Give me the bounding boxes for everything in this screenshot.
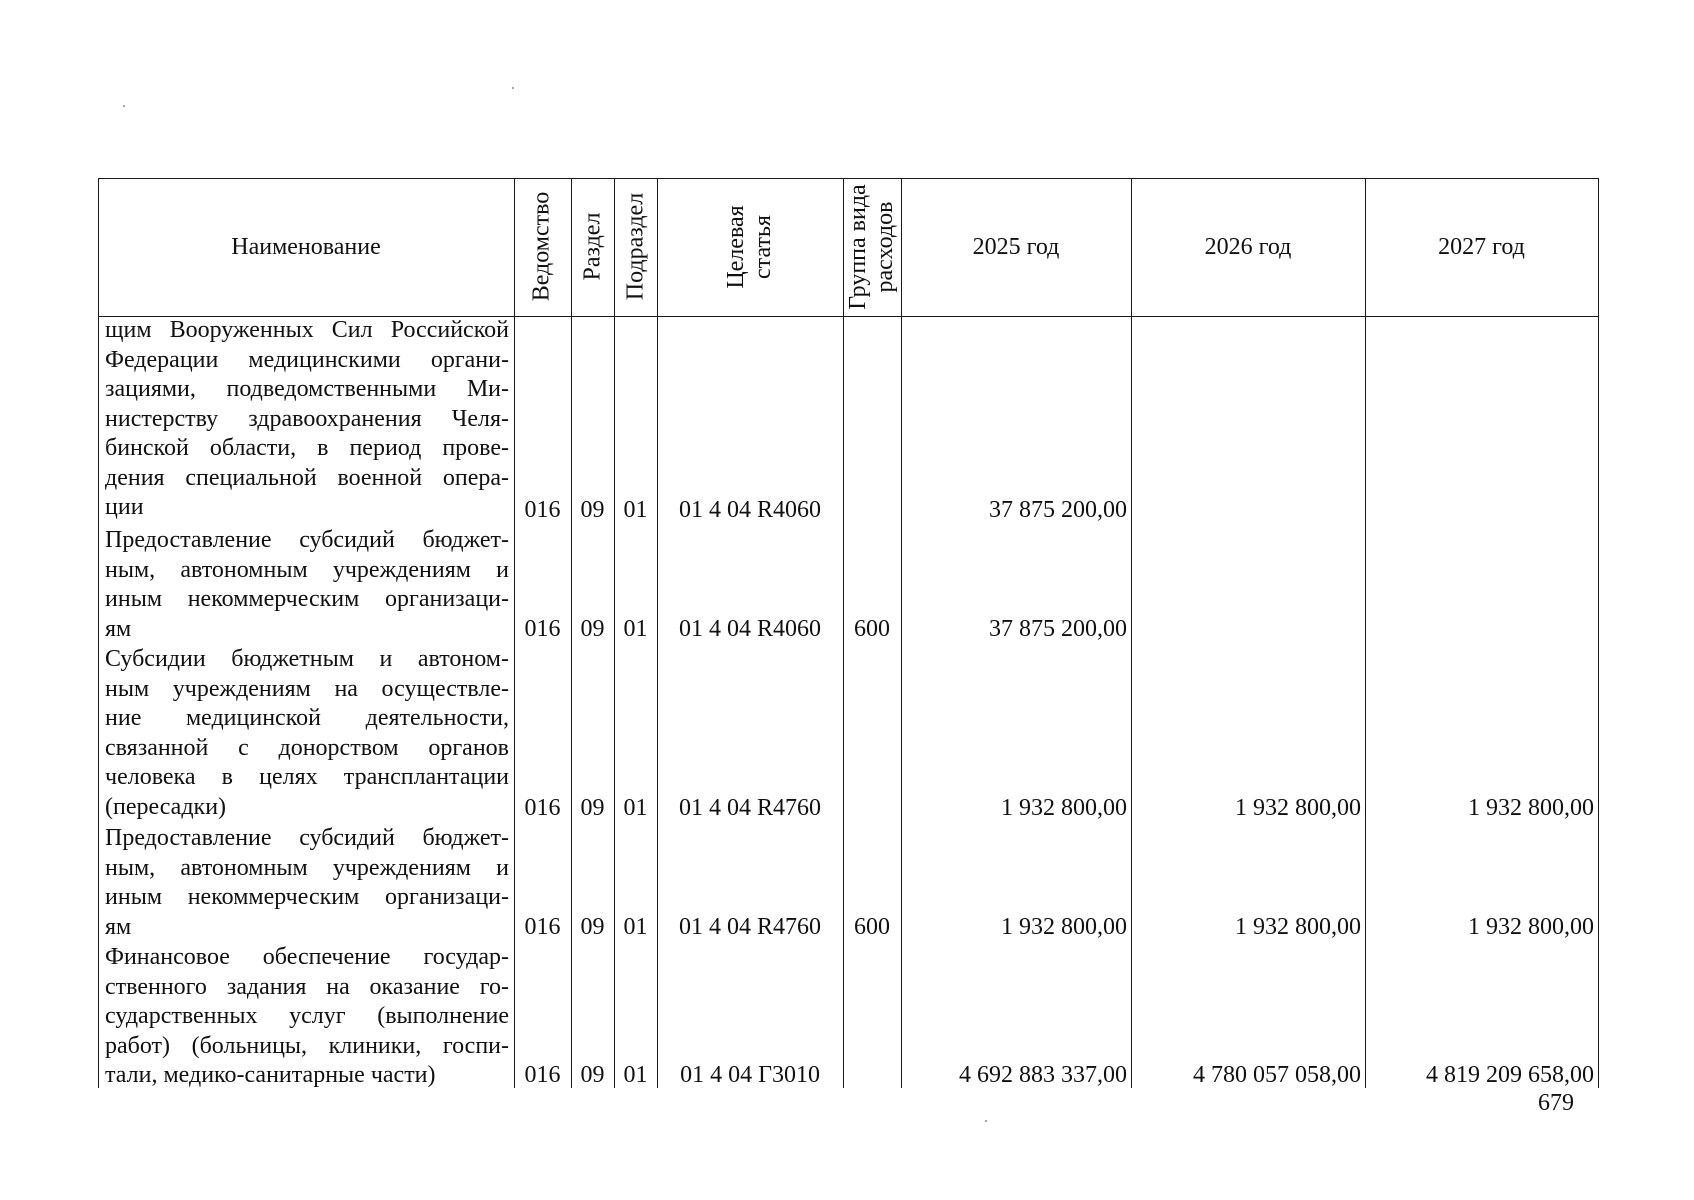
header-celevaya-line2: статья (750, 215, 776, 279)
column-divider (1598, 178, 1599, 1088)
cell-2026: 1 932 800,00 (1235, 795, 1361, 821)
cell-razdel: 09 (580, 1062, 605, 1088)
name-line: ции (105, 494, 144, 520)
name-line: ям (105, 913, 132, 940)
name-line: дения специальной военной опера- (105, 464, 509, 491)
cell-vedomstvo: 016 (524, 1062, 561, 1088)
scan-speck (512, 87, 514, 89)
name-line: ным, автономным учреждениям и (105, 556, 509, 583)
cell-2027: 4 819 209 658,00 (1426, 1062, 1594, 1088)
header-vedomstvo: Ведомство (528, 191, 555, 302)
cell-gruppa: 600 (854, 616, 890, 642)
name-line: связанной с донорством органов (105, 734, 509, 761)
header-2027: 2027 год (1438, 233, 1525, 260)
name-line: ственного задания на оказание го- (105, 973, 509, 1000)
cell-celevaya: 01 4 04 Г3010 (680, 1062, 820, 1088)
table-row-name (105, 943, 509, 1091)
cell-vedomstvo: 016 (524, 795, 561, 821)
name-line: Предоставление субсидий бюджет- (105, 527, 509, 553)
name-line: зациями, подведомственными Ми- (105, 376, 509, 402)
name-line: щим Вооруженных Сил Российской (105, 317, 509, 343)
table-row-name (105, 824, 509, 942)
cell-podrazdel: 01 (623, 616, 648, 642)
cell-razdel: 09 (580, 795, 605, 821)
cell-vedomstvo: 016 (524, 497, 561, 523)
name-line: иным некоммерческим организаци- (105, 884, 509, 910)
name-line: ям (105, 615, 132, 642)
cell-2025: 1 932 800,00 (1001, 914, 1127, 940)
header-razdel: Раздел (579, 212, 606, 281)
name-line: Финансовое обеспечение государ- (105, 944, 509, 970)
name-line: тали, медико-санитарные части) (105, 1062, 436, 1088)
cell-celevaya: 01 4 04 R4060 (678, 616, 821, 642)
cell-vedomstvo: 016 (524, 616, 561, 642)
cell-podrazdel: 01 (623, 795, 648, 821)
name-line: иным некоммерческим организаци- (105, 586, 509, 612)
cell-2026: 4 780 057 058,00 (1193, 1062, 1361, 1088)
cell-celevaya: 01 4 04 R4760 (678, 914, 821, 940)
cell-2027: 1 932 800,00 (1468, 914, 1594, 940)
name-line: бинской области, в период прове- (105, 435, 509, 461)
cell-2025: 37 875 200,00 (989, 616, 1127, 642)
cell-2025: 4 692 883 337,00 (959, 1062, 1127, 1088)
scan-speck (123, 105, 125, 107)
name-line: человека в целях трансплантации (105, 764, 509, 790)
table-row-name (105, 526, 509, 644)
header-gruppa-line1: Группа вида (845, 184, 871, 310)
cell-podrazdel: 01 (623, 914, 648, 940)
header-podrazdel: Подраздел (622, 192, 649, 301)
cell-podrazdel: 01 (623, 497, 648, 523)
cell-2025: 37 875 200,00 (989, 497, 1127, 523)
name-line: ным, автономным учреждениям и (105, 854, 509, 881)
name-line: работ) (больницы, клиники, госпи- (105, 1032, 509, 1059)
header-name: Наименование (231, 233, 381, 260)
cell-2025: 1 932 800,00 (1001, 795, 1127, 821)
table-row-name (105, 645, 509, 822)
cell-podrazdel: 01 (623, 1062, 648, 1088)
cell-vedomstvo: 016 (524, 914, 561, 940)
name-line: сударственных услуг (выполнение (105, 1003, 509, 1029)
name-line: нистерству здравоохранения Челя- (105, 405, 509, 432)
name-line: ным учреждениям на осуществле- (105, 675, 509, 702)
cell-celevaya: 01 4 04 R4060 (678, 497, 821, 523)
cell-2027: 1 932 800,00 (1468, 795, 1594, 821)
cell-2026: 1 932 800,00 (1235, 914, 1361, 940)
header-2026: 2026 год (1204, 233, 1292, 260)
header-2025: 2025 год (972, 233, 1060, 260)
header-celevaya-statya (723, 179, 777, 315)
page-number: 679 (1538, 1090, 1574, 1116)
name-line: Предоставление субсидий бюджет- (105, 825, 509, 851)
cell-razdel: 09 (580, 914, 605, 940)
scan-speck (985, 1120, 987, 1122)
header-gruppa-line2: расходов (872, 201, 898, 293)
header-celevaya-line1: Целевая (723, 205, 749, 289)
cell-celevaya: 01 4 04 R4760 (678, 795, 821, 821)
name-line: ние медицинской деятельности, (105, 705, 509, 731)
header-gruppa-vida-rashodov (845, 179, 899, 315)
cell-gruppa: 600 (854, 914, 890, 940)
name-line: (пересадки) (105, 793, 227, 820)
name-line: Федерации медицинскими органи- (105, 346, 509, 373)
name-line: Субсидии бюджетным и автоном- (105, 646, 509, 672)
cell-razdel: 09 (580, 497, 605, 523)
table-row-name (105, 316, 509, 523)
cell-razdel: 09 (580, 616, 605, 642)
